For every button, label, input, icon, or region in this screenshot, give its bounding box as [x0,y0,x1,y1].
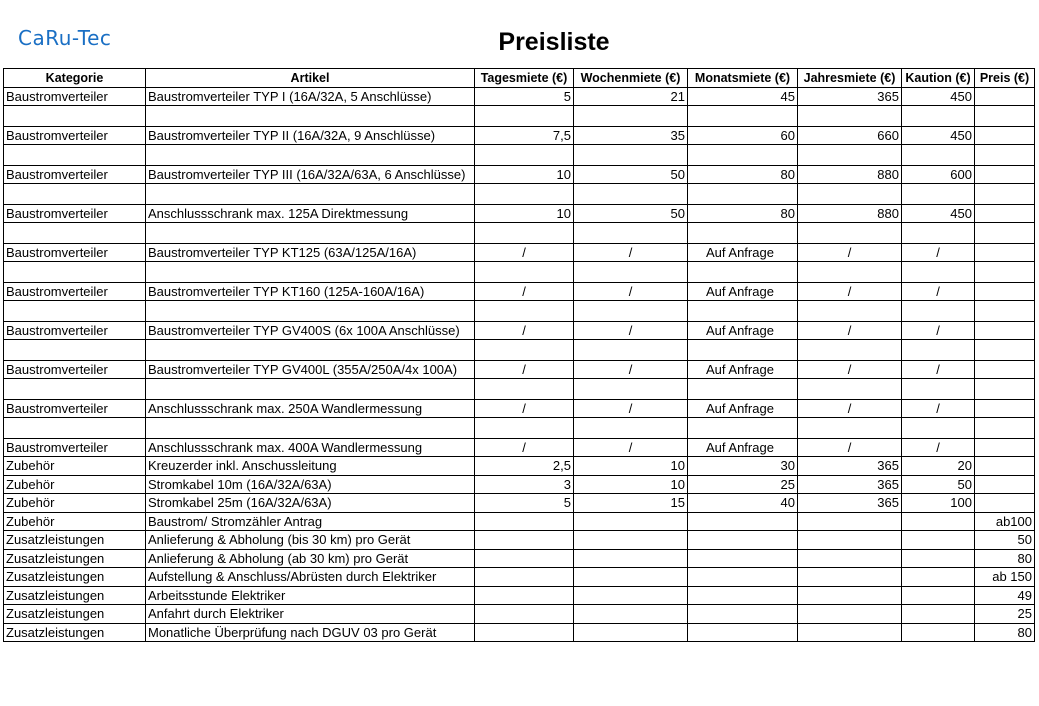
cell-jahresmiete [798,340,902,361]
cell-wochenmiete: / [574,399,688,418]
cell-monatsmiete [688,418,798,439]
cell-kaution [902,418,975,439]
cell-preis [975,145,1035,166]
header-artikel: Artikel [146,69,475,88]
cell-tagesmiete: / [475,282,574,301]
cell-wochenmiete [574,549,688,568]
cell-kategorie: Zubehör [4,494,146,513]
cell-kategorie: Baustromverteiler [4,243,146,262]
cell-tagesmiete: / [475,360,574,379]
cell-jahresmiete: 660 [798,126,902,145]
cell-jahresmiete: / [798,399,902,418]
spacer-row [4,262,1035,283]
cell-wochenmiete: 50 [574,165,688,184]
cell-tagesmiete [475,531,574,550]
cell-tagesmiete [475,184,574,205]
cell-tagesmiete: 7,5 [475,126,574,145]
cell-monatsmiete: 45 [688,87,798,106]
cell-monatsmiete: Auf Anfrage [688,243,798,262]
header-jahresmiete: Jahresmiete (€) [798,69,902,88]
cell-preis: ab100 [975,512,1035,531]
cell-preis [975,301,1035,322]
cell-wochenmiete [574,586,688,605]
cell-monatsmiete [688,531,798,550]
cell-tagesmiete: / [475,321,574,340]
cell-monatsmiete: Auf Anfrage [688,321,798,340]
cell-wochenmiete [574,379,688,400]
spacer-row [4,145,1035,166]
header-preis: Preis (€) [975,69,1035,88]
table-header-row [4,69,1035,88]
cell-wochenmiete [574,418,688,439]
cell-kategorie [4,301,146,322]
cell-kategorie [4,223,146,244]
cell-jahresmiete: / [798,321,902,340]
cell-kaution: / [902,282,975,301]
cell-preis [975,223,1035,244]
cell-artikel: Baustromverteiler TYP II (16A/32A, 9 Anschlüsse) [146,126,475,145]
table-row [4,126,1035,145]
spacer-row [4,223,1035,244]
company-logo: CaRu-Tec [18,26,112,50]
cell-artikel: Anschlussschrank max. 250A Wandlermessung [146,399,475,418]
cell-preis [975,418,1035,439]
cell-preis [975,475,1035,494]
cell-tagesmiete [475,223,574,244]
cell-monatsmiete [688,106,798,127]
cell-kategorie: Zusatzleistungen [4,623,146,642]
cell-wochenmiete: / [574,243,688,262]
cell-jahresmiete: / [798,243,902,262]
table-row [4,87,1035,106]
cell-artikel [146,184,475,205]
page-title: Preisliste [498,28,610,56]
cell-kategorie [4,379,146,400]
cell-monatsmiete: 60 [688,126,798,145]
cell-kategorie: Zusatzleistungen [4,568,146,587]
cell-kaution [902,568,975,587]
cell-preis [975,126,1035,145]
cell-kaution: 50 [902,475,975,494]
cell-tagesmiete [475,623,574,642]
cell-kategorie: Zusatzleistungen [4,605,146,624]
cell-monatsmiete: 80 [688,204,798,223]
cell-preis [975,438,1035,457]
table-row [4,204,1035,223]
cell-artikel [146,379,475,400]
cell-jahresmiete: 365 [798,87,902,106]
cell-tagesmiete [475,605,574,624]
header-wochenmiete: Wochenmiete (€) [574,69,688,88]
cell-tagesmiete [475,145,574,166]
cell-tagesmiete: 10 [475,204,574,223]
cell-jahresmiete: 365 [798,475,902,494]
cell-artikel [146,340,475,361]
cell-wochenmiete [574,531,688,550]
cell-kaution [902,340,975,361]
cell-kaution: 600 [902,165,975,184]
cell-kaution [902,106,975,127]
cell-monatsmiete [688,301,798,322]
cell-kategorie: Baustromverteiler [4,204,146,223]
cell-jahresmiete [798,549,902,568]
table-row [4,282,1035,301]
table-body [4,87,1035,642]
table-row [4,457,1035,476]
cell-kaution: 450 [902,126,975,145]
cell-jahresmiete: 365 [798,494,902,513]
cell-wochenmiete: / [574,321,688,340]
spacer-row [4,418,1035,439]
cell-tagesmiete: 5 [475,87,574,106]
table-row [4,512,1035,531]
cell-kaution: 450 [902,204,975,223]
cell-kaution: 20 [902,457,975,476]
cell-kategorie [4,106,146,127]
cell-artikel: Baustromverteiler TYP III (16A/32A/63A, 6 Anschlüsse) [146,165,475,184]
cell-monatsmiete: Auf Anfrage [688,282,798,301]
cell-monatsmiete [688,605,798,624]
cell-artikel: Anschlussschrank max. 400A Wandlermessung [146,438,475,457]
cell-monatsmiete: 40 [688,494,798,513]
cell-artikel: Stromkabel 10m (16A/32A/63A) [146,475,475,494]
cell-kaution [902,531,975,550]
cell-artikel: Arbeitsstunde Elektriker [146,586,475,605]
cell-wochenmiete: / [574,282,688,301]
cell-tagesmiete [475,340,574,361]
table-row [4,321,1035,340]
cell-preis [975,457,1035,476]
cell-kaution [902,145,975,166]
cell-preis [975,262,1035,283]
table-row [4,605,1035,624]
cell-kaution: / [902,321,975,340]
cell-wochenmiete [574,145,688,166]
cell-tagesmiete [475,301,574,322]
cell-preis [975,106,1035,127]
cell-kaution [902,379,975,400]
cell-kaution: 100 [902,494,975,513]
cell-artikel: Baustromverteiler TYP I (16A/32A, 5 Anschlüsse) [146,87,475,106]
cell-wochenmiete: / [574,438,688,457]
cell-tagesmiete: / [475,243,574,262]
cell-jahresmiete [798,145,902,166]
cell-kategorie [4,418,146,439]
cell-jahresmiete [798,184,902,205]
table-row [4,568,1035,587]
cell-tagesmiete: / [475,438,574,457]
cell-tagesmiete [475,418,574,439]
cell-kaution [902,512,975,531]
cell-jahresmiete [798,262,902,283]
cell-wochenmiete [574,223,688,244]
cell-jahresmiete [798,301,902,322]
cell-jahresmiete [798,512,902,531]
cell-jahresmiete: 880 [798,165,902,184]
cell-preis [975,282,1035,301]
cell-artikel [146,418,475,439]
table-row [4,399,1035,418]
cell-monatsmiete [688,379,798,400]
cell-jahresmiete [798,623,902,642]
cell-artikel: Anfahrt durch Elektriker [146,605,475,624]
header-tagesmiete: Tagesmiete (€) [475,69,574,88]
table-row [4,531,1035,550]
cell-preis: 50 [975,531,1035,550]
cell-preis: 80 [975,549,1035,568]
cell-wochenmiete [574,512,688,531]
cell-preis [975,321,1035,340]
cell-monatsmiete [688,623,798,642]
cell-jahresmiete: / [798,282,902,301]
cell-tagesmiete [475,262,574,283]
cell-artikel: Kreuzerder inkl. Anschussleitung [146,457,475,476]
cell-tagesmiete [475,586,574,605]
cell-wochenmiete: 10 [574,475,688,494]
cell-artikel: Anlieferung & Abholung (bis 30 km) pro Gerät [146,531,475,550]
cell-kategorie: Zubehör [4,457,146,476]
cell-monatsmiete: Auf Anfrage [688,360,798,379]
cell-monatsmiete: 25 [688,475,798,494]
cell-kategorie: Baustromverteiler [4,399,146,418]
cell-artikel: Baustromverteiler TYP GV400L (355A/250A/4x 100A) [146,360,475,379]
cell-jahresmiete [798,605,902,624]
cell-wochenmiete [574,605,688,624]
cell-monatsmiete [688,512,798,531]
cell-tagesmiete [475,568,574,587]
header-monatsmiete: Monatsmiete (€) [688,69,798,88]
cell-preis: 25 [975,605,1035,624]
header-kategorie: Kategorie [4,69,146,88]
cell-artikel: Anschlussschrank max. 125A Direktmessung [146,204,475,223]
header-kaution: Kaution (€) [902,69,975,88]
cell-artikel: Baustrom/ Stromzähler Antrag [146,512,475,531]
cell-kaution: / [902,243,975,262]
cell-kategorie [4,145,146,166]
cell-wochenmiete: / [574,360,688,379]
cell-tagesmiete: 5 [475,494,574,513]
cell-wochenmiete: 15 [574,494,688,513]
cell-monatsmiete [688,184,798,205]
cell-artikel: Baustromverteiler TYP GV400S (6x 100A Anschlüsse) [146,321,475,340]
table-row [4,586,1035,605]
cell-kaution [902,623,975,642]
cell-jahresmiete [798,379,902,400]
cell-artikel [146,301,475,322]
cell-kategorie [4,262,146,283]
cell-preis: 49 [975,586,1035,605]
cell-tagesmiete: 2,5 [475,457,574,476]
cell-preis [975,204,1035,223]
cell-preis: ab 150 [975,568,1035,587]
cell-preis [975,379,1035,400]
cell-preis [975,243,1035,262]
cell-preis [975,360,1035,379]
spacer-row [4,184,1035,205]
cell-monatsmiete [688,586,798,605]
cell-artikel [146,223,475,244]
cell-tagesmiete: 10 [475,165,574,184]
cell-monatsmiete [688,549,798,568]
cell-tagesmiete [475,379,574,400]
cell-jahresmiete: 365 [798,457,902,476]
cell-preis [975,184,1035,205]
cell-jahresmiete: / [798,360,902,379]
cell-wochenmiete [574,184,688,205]
cell-preis [975,340,1035,361]
cell-preis [975,165,1035,184]
cell-monatsmiete [688,340,798,361]
cell-monatsmiete: 30 [688,457,798,476]
cell-preis [975,399,1035,418]
table-row [4,494,1035,513]
cell-monatsmiete: 80 [688,165,798,184]
cell-kategorie: Zubehör [4,475,146,494]
cell-kategorie: Zusatzleistungen [4,586,146,605]
cell-wochenmiete: 50 [574,204,688,223]
cell-kategorie: Baustromverteiler [4,321,146,340]
cell-wochenmiete [574,262,688,283]
cell-kategorie [4,340,146,361]
cell-tagesmiete [475,549,574,568]
price-table [3,68,1035,642]
cell-kategorie: Baustromverteiler [4,165,146,184]
cell-preis [975,87,1035,106]
cell-jahresmiete [798,106,902,127]
cell-monatsmiete: Auf Anfrage [688,399,798,418]
cell-jahresmiete [798,418,902,439]
cell-jahresmiete [798,586,902,605]
cell-tagesmiete: 3 [475,475,574,494]
cell-artikel: Monatliche Überprüfung nach DGUV 03 pro Gerät [146,623,475,642]
cell-kategorie: Baustromverteiler [4,438,146,457]
cell-kategorie: Baustromverteiler [4,126,146,145]
cell-wochenmiete: 35 [574,126,688,145]
cell-wochenmiete [574,568,688,587]
cell-monatsmiete [688,568,798,587]
cell-monatsmiete [688,223,798,244]
cell-kaution [902,184,975,205]
cell-kaution [902,301,975,322]
table-row [4,360,1035,379]
cell-kaution [902,223,975,244]
cell-wochenmiete [574,301,688,322]
cell-kategorie: Zusatzleistungen [4,531,146,550]
cell-artikel [146,145,475,166]
spacer-row [4,379,1035,400]
cell-jahresmiete [798,531,902,550]
cell-artikel [146,106,475,127]
cell-kaution: / [902,399,975,418]
cell-artikel: Stromkabel 25m (16A/32A/63A) [146,494,475,513]
cell-wochenmiete: 21 [574,87,688,106]
cell-preis: 80 [975,623,1035,642]
cell-jahresmiete: / [798,438,902,457]
cell-kaution: / [902,438,975,457]
cell-tagesmiete: / [475,399,574,418]
cell-monatsmiete [688,145,798,166]
cell-artikel [146,262,475,283]
cell-jahresmiete: 880 [798,204,902,223]
cell-kaution [902,262,975,283]
spacer-row [4,340,1035,361]
cell-kaution [902,605,975,624]
cell-kategorie: Zusatzleistungen [4,549,146,568]
table-row [4,475,1035,494]
table-row [4,438,1035,457]
cell-artikel: Baustromverteiler TYP KT160 (125A-160A/16A) [146,282,475,301]
cell-jahresmiete [798,223,902,244]
cell-wochenmiete [574,340,688,361]
cell-artikel: Anlieferung & Abholung (ab 30 km) pro Gerät [146,549,475,568]
cell-jahresmiete [798,568,902,587]
spacer-row [4,106,1035,127]
cell-preis [975,494,1035,513]
cell-wochenmiete: 10 [574,457,688,476]
cell-kaution: / [902,360,975,379]
cell-tagesmiete [475,512,574,531]
table-row [4,549,1035,568]
cell-wochenmiete [574,623,688,642]
table-row [4,623,1035,642]
cell-wochenmiete [574,106,688,127]
cell-kategorie: Baustromverteiler [4,360,146,379]
cell-monatsmiete: Auf Anfrage [688,438,798,457]
cell-kategorie: Zubehör [4,512,146,531]
cell-kaution: 450 [902,87,975,106]
table-row [4,165,1035,184]
cell-monatsmiete [688,262,798,283]
cell-kategorie [4,184,146,205]
cell-tagesmiete [475,106,574,127]
cell-kaution [902,549,975,568]
cell-artikel: Aufstellung & Anschluss/Abrüsten durch Elektriker [146,568,475,587]
cell-kategorie: Baustromverteiler [4,282,146,301]
cell-artikel: Baustromverteiler TYP KT125 (63A/125A/16A) [146,243,475,262]
spacer-row [4,301,1035,322]
cell-kategorie: Baustromverteiler [4,87,146,106]
cell-kaution [902,586,975,605]
table-row [4,243,1035,262]
